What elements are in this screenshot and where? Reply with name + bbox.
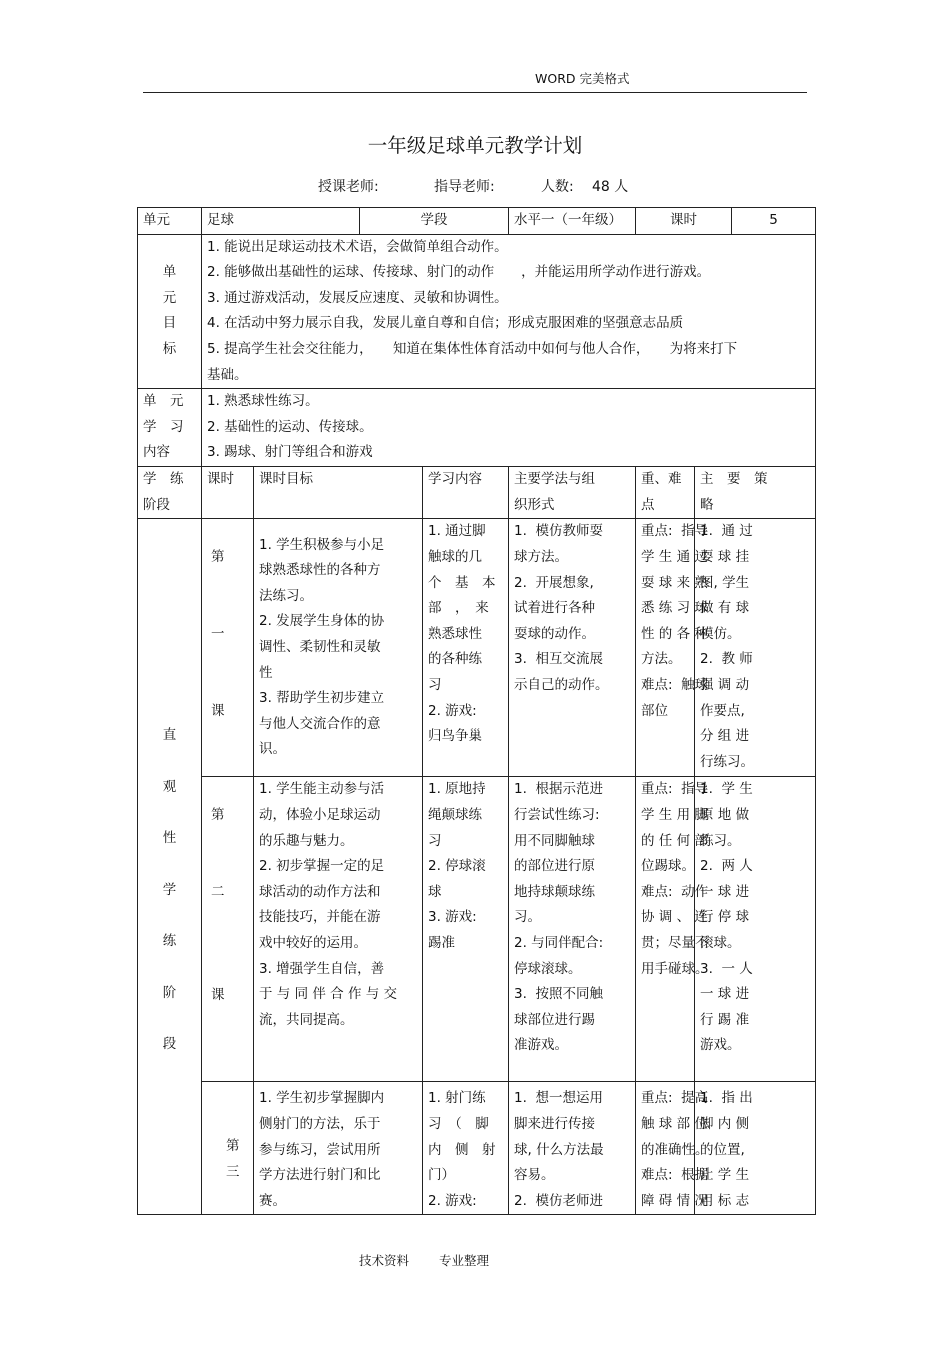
method-line: 地持球颠球练 xyxy=(514,883,595,900)
key-line: 方法。 xyxy=(641,651,682,668)
teacher-label: 授课老师: xyxy=(318,179,379,195)
stage-label: 学段 xyxy=(360,208,509,235)
objective-line: 赛。 xyxy=(259,1192,286,1209)
lesson-content xyxy=(423,519,509,777)
content-line: 触球的几 xyxy=(428,548,482,565)
goals-label-char: 元 xyxy=(162,289,177,306)
content-line: 1. 射门练 xyxy=(428,1090,486,1107)
method-line: 2. 与同伴配合: xyxy=(514,934,604,951)
content-label xyxy=(138,389,202,467)
method-line: 准游戏。 xyxy=(514,1037,568,1054)
lesson-label-char: 一 xyxy=(211,626,225,643)
column-header-row xyxy=(138,467,816,519)
content-line: 1. 通过脚 xyxy=(428,523,486,540)
objective-line: 3. 增强学生自信，善 xyxy=(259,960,385,977)
content-line: 个 基 本 xyxy=(428,574,496,591)
content-line: 熟悉球性 xyxy=(428,625,482,642)
stage-char: 段 xyxy=(162,1036,177,1053)
strategy-line: 2. 两 人 xyxy=(700,858,753,875)
key-line: 悉 练 习 球 xyxy=(641,600,708,617)
lesson-label-char: 第 xyxy=(211,807,225,824)
strategy-line: 1. 通 过 xyxy=(700,523,753,540)
strategy-line: 脚 内 侧 xyxy=(700,1115,750,1132)
strategy-line: 2. 教 师 xyxy=(700,651,753,668)
method-line: 球方法。 xyxy=(514,548,568,565)
method-line: 1. 模仿教师耍 xyxy=(514,523,603,540)
method-line: 2. 模仿老师进 xyxy=(514,1192,603,1209)
key-line: 触 球 部 位 xyxy=(641,1115,708,1132)
strategy-line: 强 调 动 xyxy=(700,676,750,693)
goal-line: 1. 能说出足球运动技术术语，会做简单组合动作。 xyxy=(207,238,508,255)
content-line: 归鸟争巢 xyxy=(428,728,482,745)
lesson-label-char: 第 xyxy=(211,549,225,566)
objective-line: 戏中较好的运用。 xyxy=(259,934,367,951)
col-stage-line: 学 练 xyxy=(143,471,184,488)
strategy-line: 行练习。 xyxy=(700,753,754,770)
objective-line: 2. 发展学生身体的协 xyxy=(259,613,385,630)
lesson-row xyxy=(138,777,816,1082)
method-line: 习。 xyxy=(514,909,541,926)
key-line: 的准确性。 xyxy=(641,1141,709,1158)
lesson-label-char: 课 xyxy=(211,703,225,720)
count-value: 48 人 xyxy=(592,179,629,195)
strategy-line: 滚球。 xyxy=(700,934,741,951)
key-line: 耍 球 来 熟 xyxy=(641,574,708,591)
col-method-header xyxy=(509,467,636,519)
goals-label-char: 标 xyxy=(162,340,177,357)
lesson-strategy xyxy=(695,519,816,777)
key-line: 用手碰球。 xyxy=(641,960,709,977)
content-line: 2. 停球滚 xyxy=(428,858,486,875)
content-text xyxy=(202,389,816,467)
count-label: 人数: xyxy=(541,179,574,195)
lesson-label xyxy=(202,1082,254,1215)
col-key-header: 重、难点 xyxy=(636,467,695,519)
key-line: 的 任 何 部 xyxy=(641,832,708,849)
strategy-line: 3. 一 人 xyxy=(700,960,753,977)
strategy-line: 做 有 球 xyxy=(700,600,750,617)
lesson-key-points xyxy=(636,777,709,1082)
key-line: 性 的 各 种 xyxy=(641,625,708,642)
objective-line: 法练习。 xyxy=(259,587,313,604)
method-line: 的部位进行原 xyxy=(514,858,595,875)
goals-label-char: 目 xyxy=(162,315,177,332)
strategy-line: 的位置, xyxy=(700,1141,745,1158)
content-line: 绳颠球练 xyxy=(428,806,482,823)
lesson-label-char: 三 xyxy=(226,1164,240,1181)
method-line: 3. 按照不同触 xyxy=(514,986,603,1003)
unit-info-row xyxy=(138,208,816,235)
content-label-line: 学 习 xyxy=(143,418,184,435)
lesson-content xyxy=(423,777,509,1082)
content-label-line: 内容 xyxy=(143,444,170,461)
lesson-strategy xyxy=(695,777,816,1082)
page-title: 一年级足球单元教学计划 xyxy=(367,134,583,157)
objective-line: 球熟悉球性的各种方 xyxy=(259,562,381,579)
key-line: 协 调 、 连 xyxy=(641,909,708,926)
lesson-label-char: 二 xyxy=(211,884,225,901)
content-label-line: 单 元 xyxy=(143,393,184,410)
key-line: 学 生 用 脚 xyxy=(641,806,708,823)
stage-label xyxy=(138,519,202,1215)
stage-char: 观 xyxy=(162,778,177,795)
lesson-label-char: 第 xyxy=(226,1138,240,1155)
objective-line: 动，体验小足球运动 xyxy=(259,806,381,823)
key-line: 部位 xyxy=(641,702,668,719)
footer-left: 技术资料 xyxy=(359,1253,410,1268)
advisor-label: 指导老师: xyxy=(434,179,495,195)
col-method-line: 织形式 xyxy=(514,496,555,513)
lesson-method xyxy=(509,519,636,777)
objective-line: 于 与 同 伴 合 作 与 交 xyxy=(259,986,398,1003)
content-line: 部 ， 来 xyxy=(428,600,489,617)
lesson-objective xyxy=(254,777,423,1082)
key-line: 学 生 通 过 xyxy=(641,548,708,565)
col-objective-header: 课时目标 xyxy=(254,467,423,519)
header-rule xyxy=(143,92,807,93)
objective-line: 性 xyxy=(259,664,273,681)
unit-value: 足球 xyxy=(202,208,360,235)
objective-line: 侧射门的方法，乐于 xyxy=(259,1115,381,1132)
method-line: 1. 根据示范进 xyxy=(514,781,603,798)
strategy-line: 行 踢 准 xyxy=(700,1011,750,1028)
objective-line: 技能技巧，并能在游 xyxy=(259,909,381,926)
col-strategy-header xyxy=(695,467,816,519)
lesson-key-points xyxy=(636,1082,709,1215)
content-line: 3. 踢球、射门等组合和游戏 xyxy=(207,444,373,461)
lesson-label xyxy=(202,777,254,1082)
objective-line: 1. 学生积极参与小足 xyxy=(259,536,385,553)
document-header: WORD 完美格式 xyxy=(535,71,630,86)
goal-line: 4. 在活动中努力展示自我，发展儿童自尊和自信；形成克服困难的坚强意志品质 xyxy=(207,315,684,332)
lesson-key-points xyxy=(636,519,709,777)
content-line: 2. 基础性的运动、传接球。 xyxy=(207,418,373,435)
strategy-line: 图, 学生 xyxy=(700,574,750,591)
strategy-line: 游戏。 xyxy=(700,1037,741,1054)
strategy-line: 作要点, xyxy=(700,702,745,719)
key-line: 贯；尽量不 xyxy=(641,934,709,951)
hours-label: 课时 xyxy=(636,208,732,235)
stage-char: 练 xyxy=(162,933,177,950)
lesson-method xyxy=(509,777,636,1082)
content-line: 习 xyxy=(428,676,442,693)
lesson-label xyxy=(202,519,254,777)
method-line: 停球滚球。 xyxy=(514,960,582,977)
method-line: 试着进行各种 xyxy=(514,600,595,617)
stage-char: 学 xyxy=(162,881,177,898)
goal-line: 3. 通过游戏活动，发展反应速度、灵敏和协调性。 xyxy=(207,289,508,306)
goal-line: 5. 提高学生社会交往能力， 知道在集体性体育活动中如何与他人合作， 为将来打下 xyxy=(207,340,738,357)
key-line: 障 碍 情 况 xyxy=(641,1192,708,1209)
stage-char: 直 xyxy=(162,727,177,744)
objective-line: 1. 学生初步掌握脚内 xyxy=(259,1090,385,1107)
objective-line: 识。 xyxy=(259,741,286,758)
objective-line: 2. 初步掌握一定的足 xyxy=(259,858,385,875)
lesson-strategy xyxy=(695,1082,816,1215)
method-line: 耍球的动作。 xyxy=(514,625,595,642)
stage-char: 性 xyxy=(162,830,177,847)
strategy-line: 用 标 志 xyxy=(700,1192,750,1209)
strategy-line: 1. 指 出 xyxy=(700,1090,753,1107)
key-line: 难点: 触球 xyxy=(641,676,709,693)
key-line: 重点: 指导 xyxy=(641,523,709,540)
content-line: 习 （ 脚 xyxy=(428,1115,489,1132)
goal-line: 2. 能够做出基础性的运球、传接球、射门的动作 ，并能运用所学动作进行游戏。 xyxy=(207,264,711,281)
method-line: 示自己的动作。 xyxy=(514,676,609,693)
content-line: 门） xyxy=(428,1167,455,1184)
objective-line: 参与练习，尝试用所 xyxy=(259,1141,381,1158)
stage-value: 水平一（一年级） xyxy=(509,208,636,235)
content-line: 的各种练 xyxy=(428,651,482,668)
lesson-objective xyxy=(254,519,423,777)
content-line: 3. 游戏: xyxy=(428,909,477,926)
goal-line: 基础。 xyxy=(207,366,248,383)
goals-label xyxy=(138,234,202,389)
strategy-line: 分 组 进 xyxy=(700,728,750,745)
lesson-label-char: 课 xyxy=(211,987,225,1004)
content-line: 踢准 xyxy=(428,934,455,951)
strategy-line: 一 球 进 xyxy=(700,883,750,900)
key-line: 重点: 指导 xyxy=(641,781,709,798)
col-lesson-header: 课时 xyxy=(202,467,254,519)
key-line: 难点: 动作 xyxy=(641,883,709,900)
goals-label-char: 单 xyxy=(162,264,177,281)
method-line: 行尝试性练习: xyxy=(514,806,600,823)
col-stage-line: 阶段 xyxy=(143,496,170,513)
objective-line: 流，共同提高。 xyxy=(259,1011,354,1028)
objective-line: 与他人交流合作的意 xyxy=(259,715,381,732)
footer-right: 专业整理 xyxy=(439,1253,490,1268)
goals-text xyxy=(202,234,816,389)
content-line: 2. 游戏: xyxy=(428,702,477,719)
method-line: 脚来进行传接 xyxy=(514,1115,595,1132)
content-line: 球 xyxy=(428,883,442,900)
content-line: 1. 原地持 xyxy=(428,781,486,798)
col-method-line: 主要学法与组 xyxy=(514,471,595,488)
method-line: 用不同脚触球 xyxy=(514,832,595,849)
objective-line: 学方法进行射门和比 xyxy=(259,1167,381,1184)
key-line: 重点: 提高 xyxy=(641,1090,709,1107)
content-line: 2. 游戏: xyxy=(428,1192,477,1209)
hours-value: 5 xyxy=(732,208,816,235)
unit-goals-row xyxy=(138,234,816,389)
objective-line: 3. 帮助学生初步建立 xyxy=(259,690,385,707)
objective-line: 调性、柔韧性和灵敏 xyxy=(259,639,381,656)
content-line: 习 xyxy=(428,832,442,849)
col-strategy-line: 略 xyxy=(700,496,714,513)
strategy-line: 一 球 进 xyxy=(700,986,750,1003)
method-line: 3. 相互交流展 xyxy=(514,651,603,668)
unit-content-row xyxy=(138,389,816,467)
strategy-line: 耍 球 挂 xyxy=(700,548,750,565)
strategy-line: 练习。 xyxy=(700,832,741,849)
objective-line: 球活动的动作方法和 xyxy=(259,883,381,900)
strategy-line: 行 停 球 xyxy=(700,909,750,926)
stage-char: 阶 xyxy=(162,984,177,1001)
key-line: 位踢球。 xyxy=(641,858,695,875)
objective-line: 1. 学生能主动参与活 xyxy=(259,781,385,798)
col-strategy-line: 主 要 策 xyxy=(700,471,768,488)
method-line: 1. 想一想运用 xyxy=(514,1090,603,1107)
strategy-line: 1. 学 生 xyxy=(700,781,753,798)
content-line: 内 侧 射 xyxy=(428,1141,496,1158)
method-line: 容易。 xyxy=(514,1167,555,1184)
col-content-header: 学习内容 xyxy=(423,467,509,519)
col-stage-header xyxy=(138,467,202,519)
method-line: 球, 什么方法最 xyxy=(514,1141,604,1158)
key-line: 难点: 根据 xyxy=(641,1167,709,1184)
strategy-line: 模仿。 xyxy=(700,625,741,642)
plan-table xyxy=(137,207,816,1215)
strategy-line: 让 学 生 xyxy=(700,1167,750,1184)
lesson-objective xyxy=(254,1082,423,1215)
objective-line: 的乐趣与魅力。 xyxy=(259,832,354,849)
strategy-line: 原 地 做 xyxy=(700,806,750,823)
lesson-content xyxy=(423,1082,509,1215)
lesson-row xyxy=(138,1082,816,1215)
unit-label: 单元 xyxy=(138,208,202,235)
method-line: 球部位进行踢 xyxy=(514,1011,595,1028)
lesson-row xyxy=(138,519,816,777)
lesson-method xyxy=(509,1082,636,1215)
method-line: 2. 开展想象, xyxy=(514,574,594,591)
content-line: 1. 熟悉球性练习。 xyxy=(207,393,319,410)
